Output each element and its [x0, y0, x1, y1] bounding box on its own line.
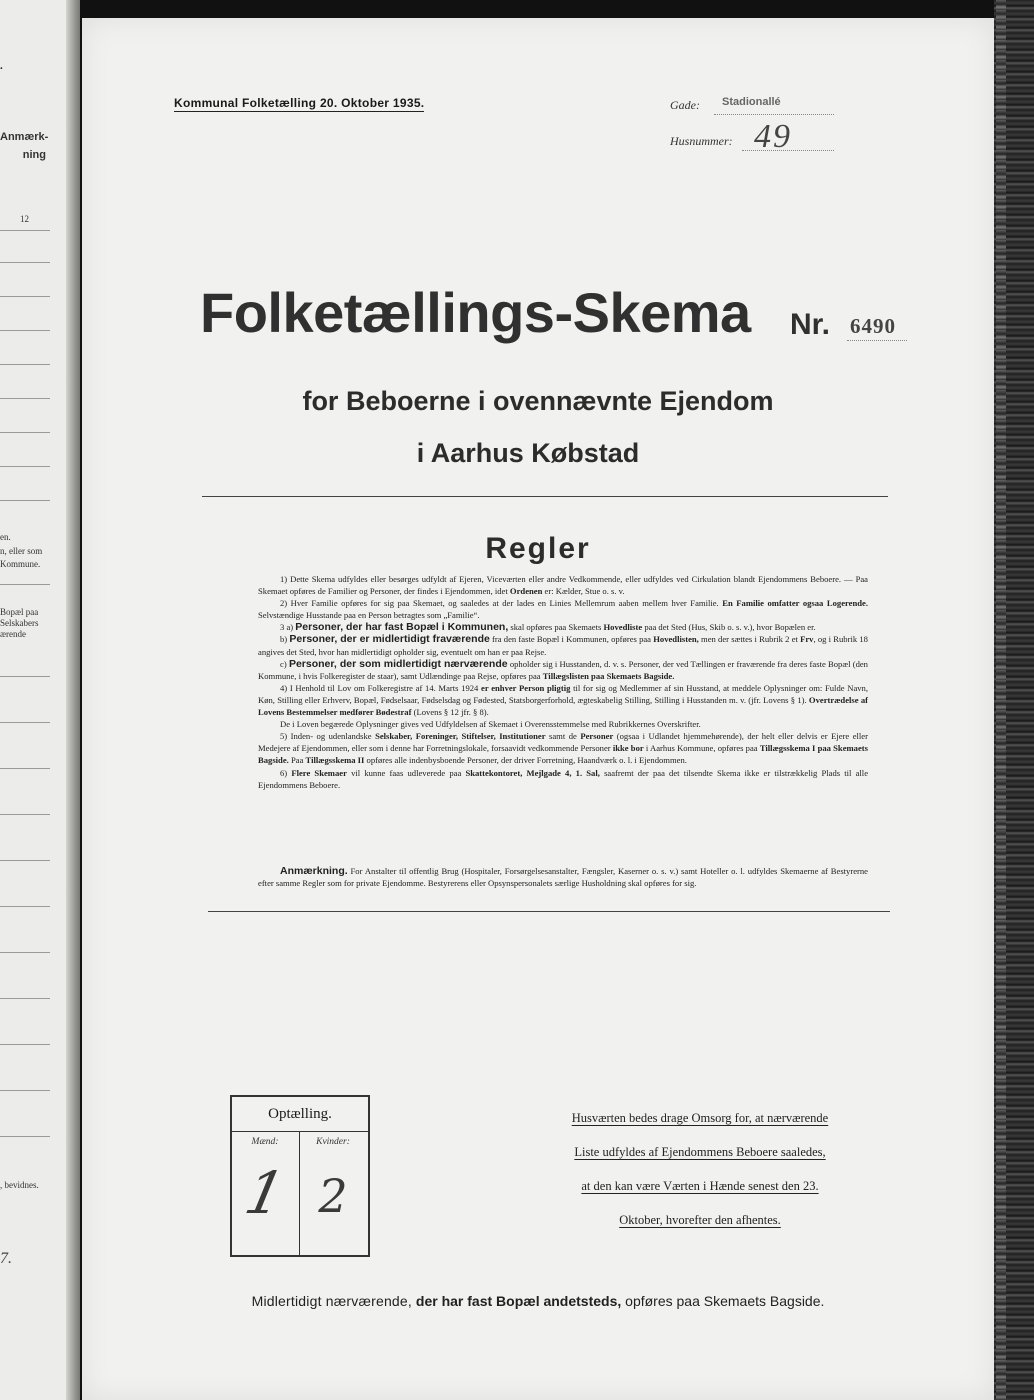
left-page-column-header: Anmærk- ning: [0, 131, 49, 161]
book-gutter: [66, 0, 80, 1400]
annotation-label: Anmærkning.: [280, 865, 348, 877]
divider: [208, 911, 890, 912]
footer-note: Midlertidigt nærværende, der har fast Bopæl andetsteds, opføres paa Skemaets Bagside.: [251, 1293, 825, 1309]
left-page-edge: [0, 0, 80, 1400]
rule-3b: b) Personer, der er midlertidigt fraværende fra den faste Bopæl i Kommunen, opføres paa Hovedlisten, men der sættes i Rubrik 2 et Frv, og i Rubrik 18 angives det Sted, hvor han midlertidigt opholder sig, eventuelt om han er paa Rejse.: [258, 633, 868, 657]
form-number-label: Nr.: [790, 308, 831, 341]
rule-4-note: De i Loven begærede Oplysninger gives ved Udfyldelsen af Skemaet i Overensstemmelse med Rubrikkernes Overskrifter.: [280, 719, 701, 730]
house-number-value: 49: [754, 118, 792, 155]
left-page-fragment: Selskabers: [0, 618, 39, 628]
divider: [202, 496, 888, 497]
form-title: Folketællings-Skema: [200, 281, 751, 344]
left-page-dot: .: [0, 60, 3, 72]
annotation-text: For Anstalter til offentlig Brug (Hospitaler, Forsørgelsesanstalter, Fængsler, Kaserner o. s. v.) samt Hoteller o. l. udfyldes Skemaerne af Bestyrerne efter samme Regler som for private Ejendomme. Bestyrerens eller Opsynspersonalets særlige Husholdning skal opføres for sig.: [258, 866, 868, 889]
men-count[interactable]: 1: [239, 1159, 291, 1227]
count-box: [230, 1095, 370, 1257]
census-title: Kommunal Folketælling 20. Oktober 1935.: [174, 96, 425, 110]
rule-4: 4) I Henhold til Lov om Folkeregistre af 14. Marts 1924 er enhver Person pligtig til for sig og Medlemmer af sin Husstand, at meddele Oplysninger om: Fulde Navn, Køn, Stilling eller Erhverv, Bopæl, Fødselsaar, Fødselsdag og Fødested, Statsborgerforhold, ægteskabelig Stilling, Stilling i Husstanden m. v. (jfr. Lovens § 1). Overtrædelse af Lovens Bestemmelser medfører Bødestraf (Lovens § 12 jfr. § 8).: [258, 682, 868, 718]
rules-text: [258, 573, 868, 791]
census-form-page: [82, 18, 994, 1400]
street-underline: [714, 114, 834, 115]
rule-6: 6) Flere Skemaer vil kunne faas udleverede paa Skattekontoret, Mejlgade 4, 1. Sal, saafremt der paa det tilsendte Skema ikke er tilstrækkelig Plads til alle Ejendommens Beboere.: [258, 767, 869, 790]
form-number-underline: [847, 340, 907, 341]
left-page-fragment: Kommune.: [0, 559, 41, 569]
count-title: Optælling.: [232, 1097, 368, 1132]
men-label: Mænd:: [251, 1137, 279, 1147]
form-number-value: 6490: [850, 314, 896, 338]
annotation-note: [258, 865, 868, 889]
house-number-underline: [742, 150, 834, 151]
rule-3c: c) Personer, der som midlertidigt nærværende opholder sig i Husstanden, d. v. s. Personer, der ved Tællingen er fraværende fra deres faste Bopæl (den Kommune, i hvis Folkeregister de staar), samt Udlændinge paa Rejse, opføres paa Tillægslisten paa Skemaets Bagside.: [258, 657, 868, 681]
rule-3a: 3 a) Personer, der har fast Bopæl i Kommunen, skal opføres paa Skemaets Hovedliste paa det Sted (Hus, Skib o. s. v.), hvor Bopælen er.: [280, 621, 816, 634]
left-page-fragment: en.: [0, 532, 11, 542]
rules-heading: Regler: [485, 532, 591, 565]
rule-2: 2) Hver Familie opføres for sig paa Skemaet, og saaledes at der lades en Linies Mellemrum aaben mellem hver Familie. En Familie omfatter ogsaa Logerende. Selvstændige Husstande paa en Person betragtes som „Familie“.: [258, 598, 869, 621]
street-label: Gade:: [670, 98, 700, 112]
rule-5: 5) Inden- og udenlandske Selskaber, Foreninger, Stiftelser, Institutioner samt de Personer (ogsaa i Udlandet hjemmehørende), der helt eller delvis er Ejere eller Medejere af Ejendommen, eller som i denne har Forretningslokale, forsaavidt vedkommende Personer ikke bor i Aarhus Kommune, opføres paa Tillægsskema I paa Skemaets Bagside. Paa Tillægsskema II opføres alle indenbysboende Personer, der driver Forretning, Haandværk o. l. i Ejendommen.: [258, 731, 868, 766]
form-subtitle-location: i Aarhus Købstad: [416, 438, 640, 468]
women-label: Kvinder:: [316, 1137, 350, 1147]
right-page-edge: [994, 0, 1034, 1400]
form-subtitle: for Beboerne i ovennævnte Ejendom: [302, 386, 774, 416]
women-count[interactable]: 2: [318, 1169, 348, 1223]
rule-1: 1) Dette Skema udfyldes eller besørges udfyldt af Ejeren, Viceværten eller andre Vedkommende, eller udfyldes ved Cirkulation blandt Ejendommens Beboere. — Paa Skemaet opføres de Familier og Personer, der findes i Ejendommen, idet Ordenen er: Kælder, Stue o. s. v.: [258, 574, 868, 597]
house-number-label: Husnummer:: [670, 134, 733, 148]
left-page-fragment: n, eller som: [0, 546, 43, 556]
landlord-instructions: Husværten bedes drage Omsorg for, at nærværende Liste udfyldes af Ejendommens Beboere saaledes, at den kan være Værten i Hænde senest den 23. Oktober, hvorefter den afhentes.: [571, 1111, 829, 1227]
left-page-fragment: Bopæl paa: [0, 607, 39, 617]
left-page-column-number: 12: [20, 214, 29, 224]
left-page-fragment: , bevidnes.: [0, 1180, 39, 1190]
left-page-fragment: ærende: [0, 629, 26, 639]
street-value: Stadionallé: [722, 96, 781, 108]
left-page-handwriting: 7.: [0, 1250, 12, 1267]
